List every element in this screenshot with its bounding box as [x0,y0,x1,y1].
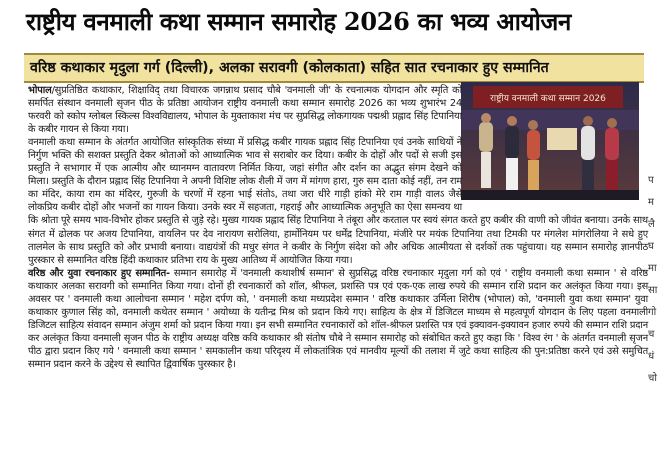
dateline: भोपाल [28,85,52,96]
article-subheadline: वरिष्ठ कथाकार मृदुला गर्ग (दिल्ली), अलका सरावगी (कोलकाता) सहित सात रचनाकार हुए सम्मानित [24,53,644,83]
paragraph-awards [28,267,648,371]
section-lead: वरिष्ठ और युवा रचनाकार हुए सम्मानित- [28,267,170,279]
paragraph-awards-text: सम्मान समारोह में 'वनमाली कथाशीर्ष सम्मान' से सुप्रसिद्ध वरिष्ठ रचनाकार मृदुला गर्ग को एवं ' राष्ट्रीय वनमाली कथा सम्मान ' से वरिष्ठ कथाकार अलका सरावगी को सम्मानित किया गया। दोनों ही रचनाकारों को शॉल, श्रीफल, प्रशस्ति पत्र एवं एक-एक लाख रुपये की सम्मान राशि प्रदान कर अलंकृत किया गया। इस अवसर पर ' वनमाली कथा आलोचना सम्मान ' महेश दर्पण को, ' वनमाली कथा मध्यप्रदेश सम्मान ' वरिष्ठ कथाकार उर्मिला शिरीष (भोपाल) को, 'वनमाली युवा कथा सम्मान' युवा कथाकार कुणाल सिंह को, वनमाली कथेतर सम्मान ' अयोध्या के यतीन्द्र मिश्र को प्रदान किये गए। साहित्य के क्षेत्र में डिजिटल माध्यम से महत्वपूर्ण योगदान के लिए पहला वनमाली डिजिटल साहित्य संवादन सम्मान अंजुम शर्मा को प्रदान किया गया। इन सभी सम्मानित रचनाकारों को शॉल-श्रीफल प्रशस्ति पत्र एवं इक्यावन-इक्यावन हजार रुपये की सम्मान राशि प्रदान कर अलंकृत किया वनमाली सृजन पीठ के राष्ट्रीय अध्यक्ष वरिष्ठ कवि कथाकार श्री संतोष चौबे ने सम्मान समारोह को संबोधित करते हुए कहा कि ' विश्व रंग ' के अंतर्गत वनमाली सृजन पीठ द्वारा प्रदान किए गये ' वनमाली कथा सम्मान ' समकालीन कथा परिदृश्य में लोकतांत्रिक एवं मानवीय मूल्यों की तलाश में जुटे कथा साहित्य की पुन:प्रतिष्ठा करने एवं उसे समुचित सम्मान प्रदान करने के उद्देश्य से स्थापित द्विवार्षिक पुरस्कार है। [28,267,648,370]
article-headline: राष्ट्रीय वनमाली कथा सम्मान समारोह 2026 का भव्य आयोजन [26,7,572,36]
adjacent-column-fragment: प म लै घ मा सा गो च धं चो [648,175,658,384]
paragraph-intro-text: /सुप्रतिष्ठित कथाकार, शिक्षाविद् तथा विचारक जगन्नाथ प्रसाद चौबे 'वनमाली जी' के रचनात्मक योगदान और स्मृति को समर्पित संस्थान वनमाली सृजन पीठ के प्रतिष्ठा आयोजन राष्ट्रीय वनमाली कथा सम्मान समारोह 2026 का भव्य शुभारंभ 24 फरवरी को स्कोप ग्लोबल स्किल्स विश्वविद्यालय, भोपाल के मुक्ताकाश मंच पर सुप्रसिद्ध लोकगायक पद्मश्री प्रह्लाद सिंह टिपानिया के कबीर गायन से किया गया। [28,85,462,136]
article-body [28,84,648,454]
stage-banner-text: राष्ट्रीय वनमाली कथा सम्मान 2026 [490,94,606,104]
paragraph-music: वनमाली कथा सम्मान के अंतर्गत आयोजित सांस्कृतिक संध्या में प्रसिद्ध कबीर गायक प्रह्लाद सिंह टिपानिया एवं उनके साथियों ने निर्गुण भक्ति की सशक्त प्रस्तुति देकर श्रोताओं को आध्यात्मिक भाव से सराबोर कर दिया। कबीर के दोहों और पदों से सजी इस प्रस्तुति ने सभागार में एक आत्मीय और ध्यानमग्न वातावरण निर्मित किया, जहां संगीत और दर्शन का अद्भुत संगम देखने को मिला। प्रस्तुति के दौरान प्रह्लाद सिंह टिपानिया ने अपनी विशिष्ट लोक शैली में जग में मांगण हारा, गुरु सम दाता कोई नहीं, तन राम का मंदिर, काया राम का मंदिरर, गुरुजी के चरणों में रहना भाई संतोऽ, तथा जरा धीरे गाड़ी हांको मेरे राम गाड़ी वालऽ जैसे लोकप्रिय कबीर दोहों और भजनों का गायन किया। उनके स्वर में सहजता, गहराई और आध्यात्मिक अनुभूति का ऐसा समन्वय था कि श्रोता पूरे समय भाव-विभोर होकर प्रस्तुति से जुड़े रहे। मुख्य गायक प्रह्लाद सिंह टिपानिया ने तंबूरा और करताल पर स्वयं संगत करते हुए कबीर की वाणी को जीवंत बनाया। उनके साथ संगत में ढोलक पर अजय टिपानिया, वायलिन पर देव नारायण सरोलिया, हार्मोनियम पर धर्मेंद्र टिपानिया, मंजीरे पर मयंक टिपानिया तथा टिमकी पर मंगलेश मांगरोलिया ने सधे हुए तालमेल के साथ प्रस्तुति को और प्रभावी बनाया। वाद्ययंत्रों की मधुर संगत ने कबीर के निर्गुण संदेश को और अधिक आत्मीयता से दर्शकों तक पहुंचाया। यह सम्मान समारोह ज्ञानपीठ पुरस्कार से सम्मानित वरिष्ठ हिंदी कथाकार प्रतिभा राय के मुख्य आतिथ्य में आयोजित किया गया। [28,137,648,266]
photo-placeholder [466,84,648,212]
